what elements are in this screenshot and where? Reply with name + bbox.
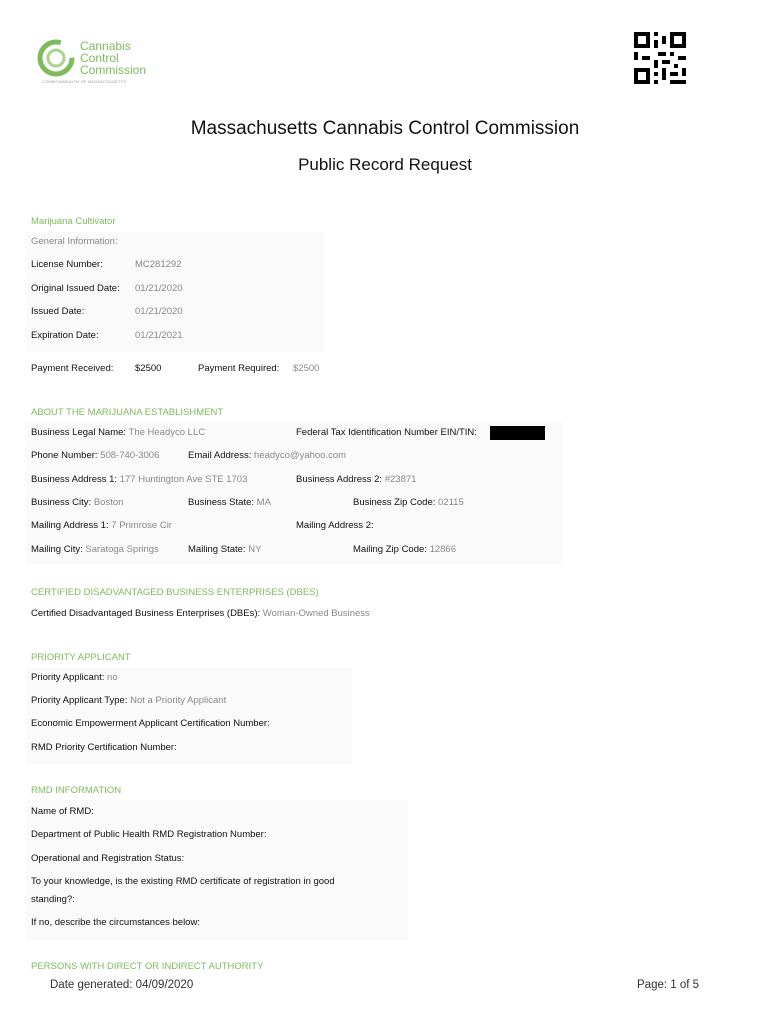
qr-code-icon: [634, 32, 686, 84]
original-issued-value: 01/21/2020: [135, 283, 183, 294]
page-subtitle: Public Record Request: [298, 155, 472, 174]
logo-line1: Cannabis: [80, 39, 131, 53]
mailing1-value: 7 Primrose Cir: [111, 520, 172, 531]
original-issued-label: Original Issued Date:: [31, 283, 120, 294]
legal-name-value: The Headyco LLC: [128, 427, 206, 438]
date-generated: Date generated: 04/09/2020: [50, 979, 194, 991]
issued-label: Issued Date:: [31, 306, 85, 317]
persons-heading: PERSONS WITH DIRECT OR INDIRECT AUTHORITY: [31, 961, 264, 972]
state-value: MA: [256, 497, 271, 508]
dbe-value: Woman-Owned Business: [262, 608, 370, 619]
ein-redacted: [490, 426, 545, 440]
cannabis-leaf-logo-icon: [36, 38, 76, 78]
state-label: Business State:: [188, 497, 255, 508]
email-label: Email Address:: [188, 450, 252, 461]
license-number-label: License Number:: [31, 259, 103, 270]
phone-value: 508-740-3006: [100, 450, 160, 461]
zip-value: 02115: [438, 497, 464, 508]
mailing-city-value: Saratoga Springs: [85, 544, 159, 555]
establishment-heading: ABOUT THE MARIJUANA ESTABLISHMENT: [31, 407, 224, 418]
license-type: Marijuana Cultivator: [31, 216, 116, 227]
logo-line2: Control: [80, 51, 119, 65]
rmd-heading: RMD INFORMATION: [31, 785, 122, 796]
logo-subtitle: COMMONWEALTH OF MASSACHUSETTS: [42, 79, 127, 84]
dph-registration-label: Department of Public Health RMD Registration Number:: [31, 829, 267, 840]
mailing-zip-label: Mailing Zip Code:: [353, 544, 427, 555]
good-standing-line2: standing?:: [31, 894, 75, 905]
ein-label: Federal Tax Identification Number EIN/TIN:: [296, 427, 477, 438]
dbe-label: Certified Disadvantaged Business Enterprises (DBEs):: [31, 608, 261, 619]
mailing2-label: Mailing Address 2:: [296, 520, 374, 531]
rmd-priority-label: RMD Priority Certification Number:: [31, 742, 177, 753]
payment-received-value: $2500: [135, 363, 162, 374]
commission-logo: [36, 38, 156, 86]
mailing-state-label: Mailing State:: [188, 544, 246, 555]
good-standing-line1: To your knowledge, is the existing RMD certificate of registration in good: [31, 876, 335, 887]
address2-value: #23871: [384, 474, 417, 485]
expiration-value: 01/21/2021: [135, 330, 183, 341]
address1-label: Business Address 1:: [31, 474, 118, 485]
logo-line3: Commission: [80, 63, 147, 77]
page-title: Massachusetts Cannabis Control Commission: [190, 118, 580, 139]
operational-status-label: Operational and Registration Status:: [31, 853, 185, 864]
general-heading: General Information:: [31, 236, 118, 247]
city-value: Boston: [93, 497, 124, 508]
mailing-zip-value: 12866: [429, 544, 456, 555]
priority-applicant-value: no: [107, 672, 118, 683]
page-number: Page: 1 of 5: [637, 979, 700, 991]
mailing-city-label: Mailing City:: [31, 544, 83, 555]
license-number-value: MC281292: [135, 259, 182, 270]
legal-name-label: Business Legal Name:: [31, 427, 127, 438]
phone-label: Phone Number:: [31, 450, 98, 461]
payment-required-value: $2500: [293, 363, 320, 374]
priority-type-value: Not a Priority Applicant: [130, 695, 227, 706]
dbe-heading: CERTIFIED DISADVANTAGED BUSINESS ENTERPRISES (DBES): [31, 587, 319, 598]
email-value: headyco@yahoo.com: [254, 450, 347, 461]
payment-received-label: Payment Received:: [31, 363, 114, 374]
priority-heading: PRIORITY APPLICANT: [31, 652, 131, 663]
priority-applicant-label: Priority Applicant:: [31, 672, 105, 683]
city-label: Business City:: [31, 497, 92, 508]
payment-required-label: Payment Required:: [198, 363, 280, 374]
rmd-name-label: Name of RMD:: [31, 806, 94, 817]
zip-label: Business Zip Code:: [353, 497, 436, 508]
describe-circumstances-label: If no, describe the circumstances below:: [31, 917, 200, 928]
mailing1-label: Mailing Address 1:: [31, 520, 109, 531]
econ-empowerment-label: Economic Empowerment Applicant Certification Number:: [31, 718, 270, 729]
issued-value: 01/21/2020: [135, 306, 183, 317]
priority-type-label: Priority Applicant Type:: [31, 695, 128, 706]
establishment-block: [26, 422, 562, 564]
mailing-state-value: NY: [248, 544, 262, 555]
address2-label: Business Address 2:: [296, 474, 383, 485]
address1-value: 177 Huntington Ave STE 1703: [119, 474, 248, 485]
expiration-label: Expiration Date:: [31, 330, 99, 341]
